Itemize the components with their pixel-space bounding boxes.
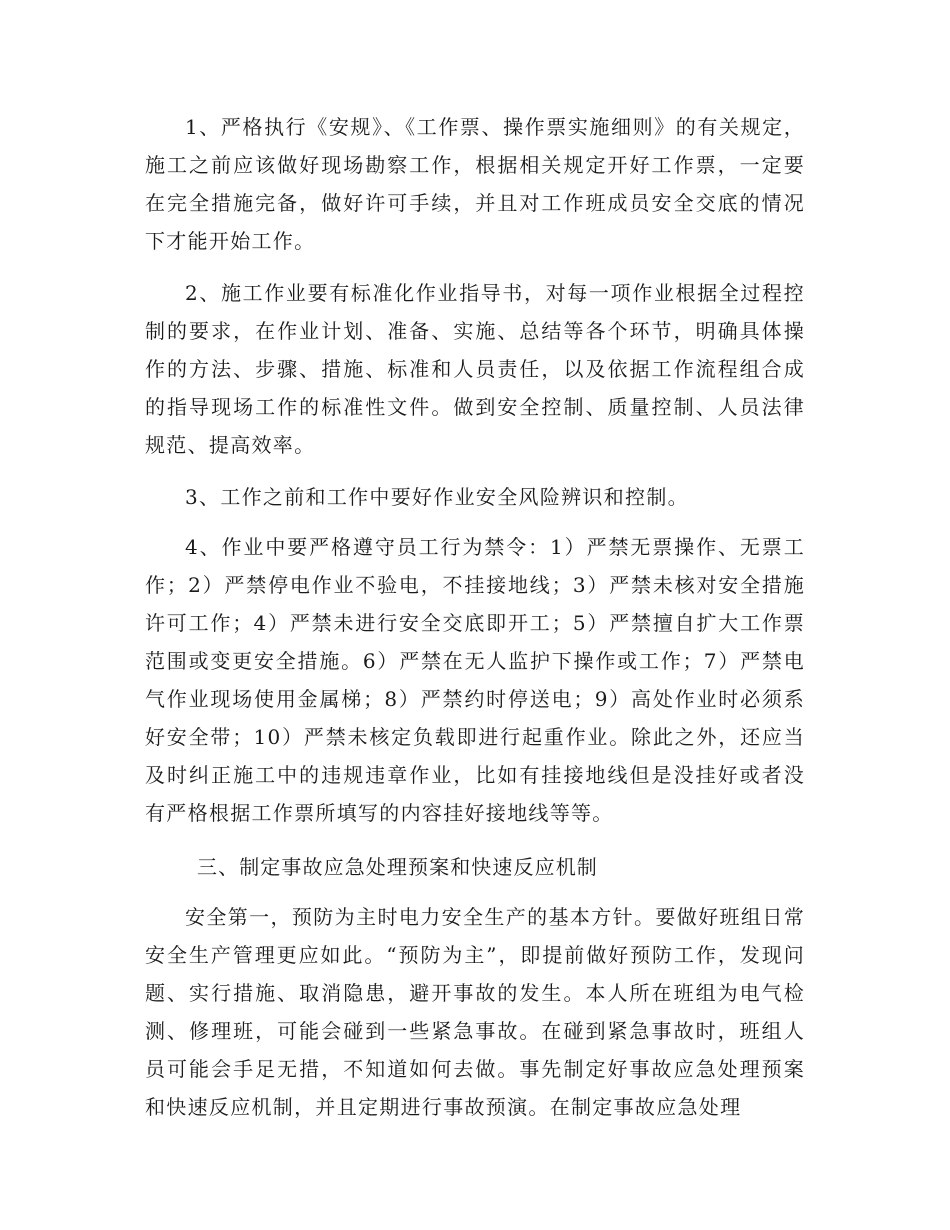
paragraph-item-3: 3、工作之前和工作中要好作业安全风险辨识和控制。 bbox=[185, 485, 689, 509]
document-body bbox=[145, 108, 805, 1140]
paragraph-item-2: 2、施工作业要有标准化作业指导书，对每一项作业根据全过程控制的要求，在作业计划、准备、实施、总结等各个环节，明确具体操作的方法、步骤、措施、标准和人员责任，以及依据工作流程组合成的指导现场工作的标准性文件。做到安全控制、质量控制、人员法律规范、提高效率。 bbox=[145, 281, 805, 457]
paragraph-item-4: 4、作业中要严格遵守员工行为禁令：1）严禁无票操作、无票工作；2）严禁停电作业不验电，不挂接地线；3）严禁未核对安全措施许可工作；4）严禁未进行安全交底即开工；5）严禁擅自扩大工作票范围或变更安全措施。6）严禁在无人监护下操作或工作；7）严禁电气作业现场使用金属梯；8）严禁约时停送电；9）高处作业时必须系好安全带；10）严禁未核定负载即进行起重作业。除此之外，还应当及时纠正施工中的违规违章作业，比如有挂接地线但是没挂好或者没有严格根据工作票所填写的内容挂好接地线等等。 bbox=[145, 535, 805, 825]
section-heading: 三、制定事故应急处理预案和快速反应机制 bbox=[197, 855, 598, 879]
paragraph-item-1: 1、严格执行《安规》、《工作票、操作票实施细则》的有关规定，施工之前应该做好现场勘察工作，根据相关规定开好工作票，一定要在完全措施完备，做好许可手续，并且对工作班成员安全交底的情况下才能开始工作。 bbox=[145, 115, 805, 253]
section-paragraph: 安全第一，预防为主时电力安全生产的基本方针。要做好班组日常安全生产管理更应如此。“预防为主”，即提前做好预防工作，发现问题、实行措施、取消隐患，避开事故的发生。本人所在班组为电气检测、修理班，可能会碰到一些紧急事故。在碰到紧急事故时，班组人员可能会手足无措，不知道如何去做。事先制定好事故应急处理预案和快速反应机制，并且定期进行事故预演。在制定事故应急处理 bbox=[145, 905, 805, 1119]
